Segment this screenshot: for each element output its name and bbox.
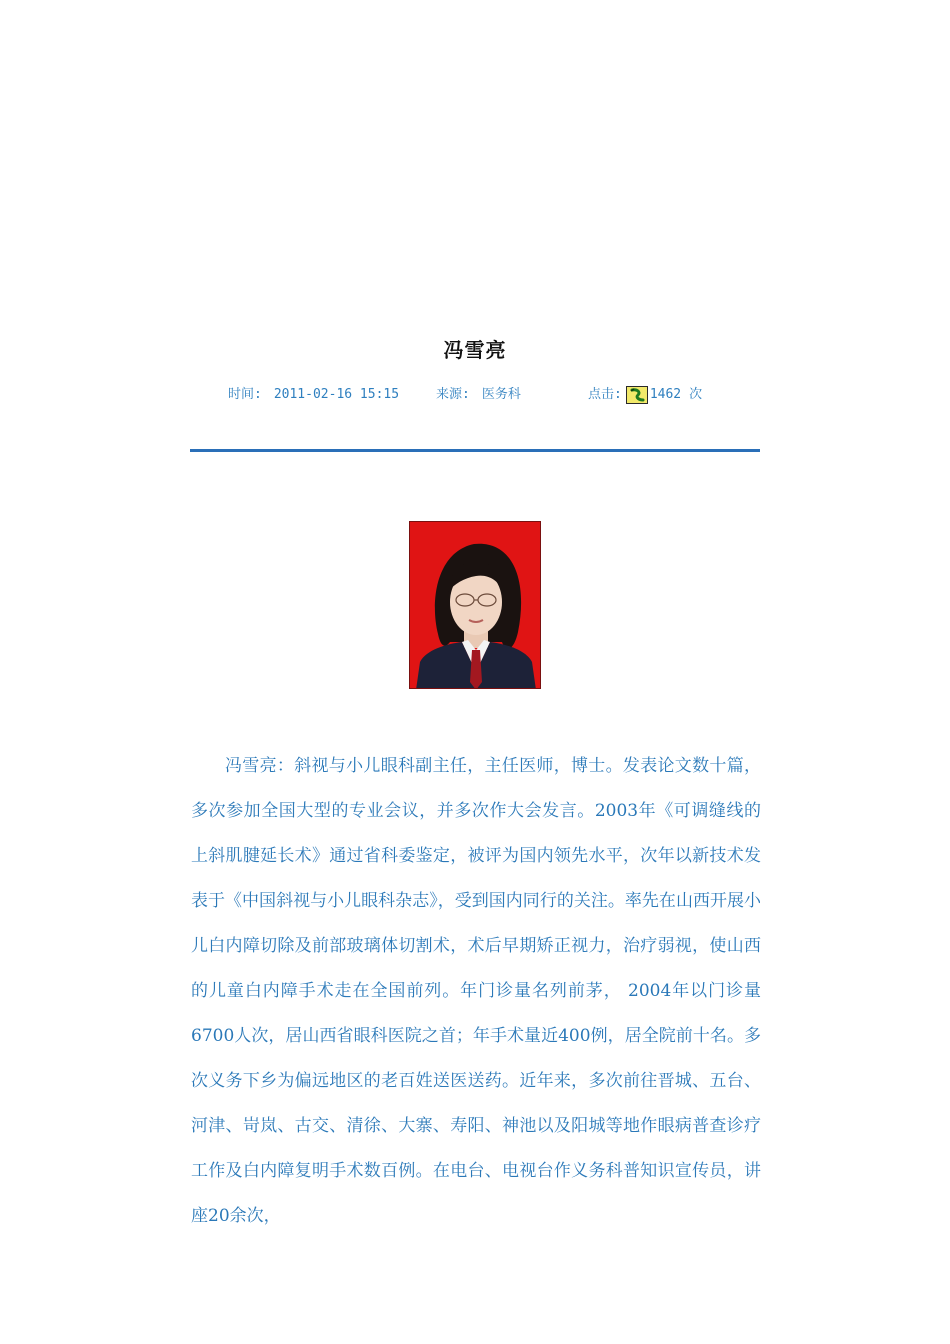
portrait-photo bbox=[409, 521, 541, 689]
source-value: 医务科 bbox=[481, 387, 521, 402]
clicks-value: 1462 bbox=[649, 387, 682, 402]
time-value: 2011-02-16 15:15 bbox=[273, 387, 400, 402]
portrait-photo-icon bbox=[410, 522, 541, 689]
biography-paragraph: 冯雪亮：斜视与小儿眼科副主任，主任医师，博士。发表论文数十篇，多次参加全国大型的专业会议，并多次作大会发言。2003年《可调缝线的上斜肌腱延长术》通过省科委鉴定，被评为国内领先水平，次年以新技术发表于《中国斜视与小儿眼科杂志》，受到国内同行的关注。率先在山西开展小儿白内障切除及前部玻璃体切割术，术后早期矫正视力，治疗弱视，使山西的儿童白内障手术走在全国前列。年门诊量名列前茅， 2004年以门诊量6700人次，居山西省眼科医院之首；年手术量近400例，居全院前十名。多次义务下乡为偏远地区的老百姓送医送药。近年来，多次前往晋城、五台、河津、岢岚、古交、清徐、大寨、寿阳、神池以及阳城等地作眼病普查诊疗工作及白内障复明手术数百例。在电台、电视台作义务科普知识宣传员，讲座20余次， bbox=[191, 756, 761, 1226]
meta-time bbox=[228, 386, 399, 404]
meta-clicks bbox=[588, 386, 702, 404]
article-title: 冯雪亮 bbox=[443, 338, 507, 362]
hit-counter-icon bbox=[626, 386, 648, 404]
clicks-label: 点击: bbox=[588, 387, 622, 402]
meta-source bbox=[436, 386, 521, 404]
source-label: 来源: bbox=[436, 387, 470, 402]
time-label: 时间: bbox=[228, 387, 262, 402]
title-divider bbox=[190, 449, 760, 452]
clicks-unit: 次 bbox=[689, 387, 703, 402]
